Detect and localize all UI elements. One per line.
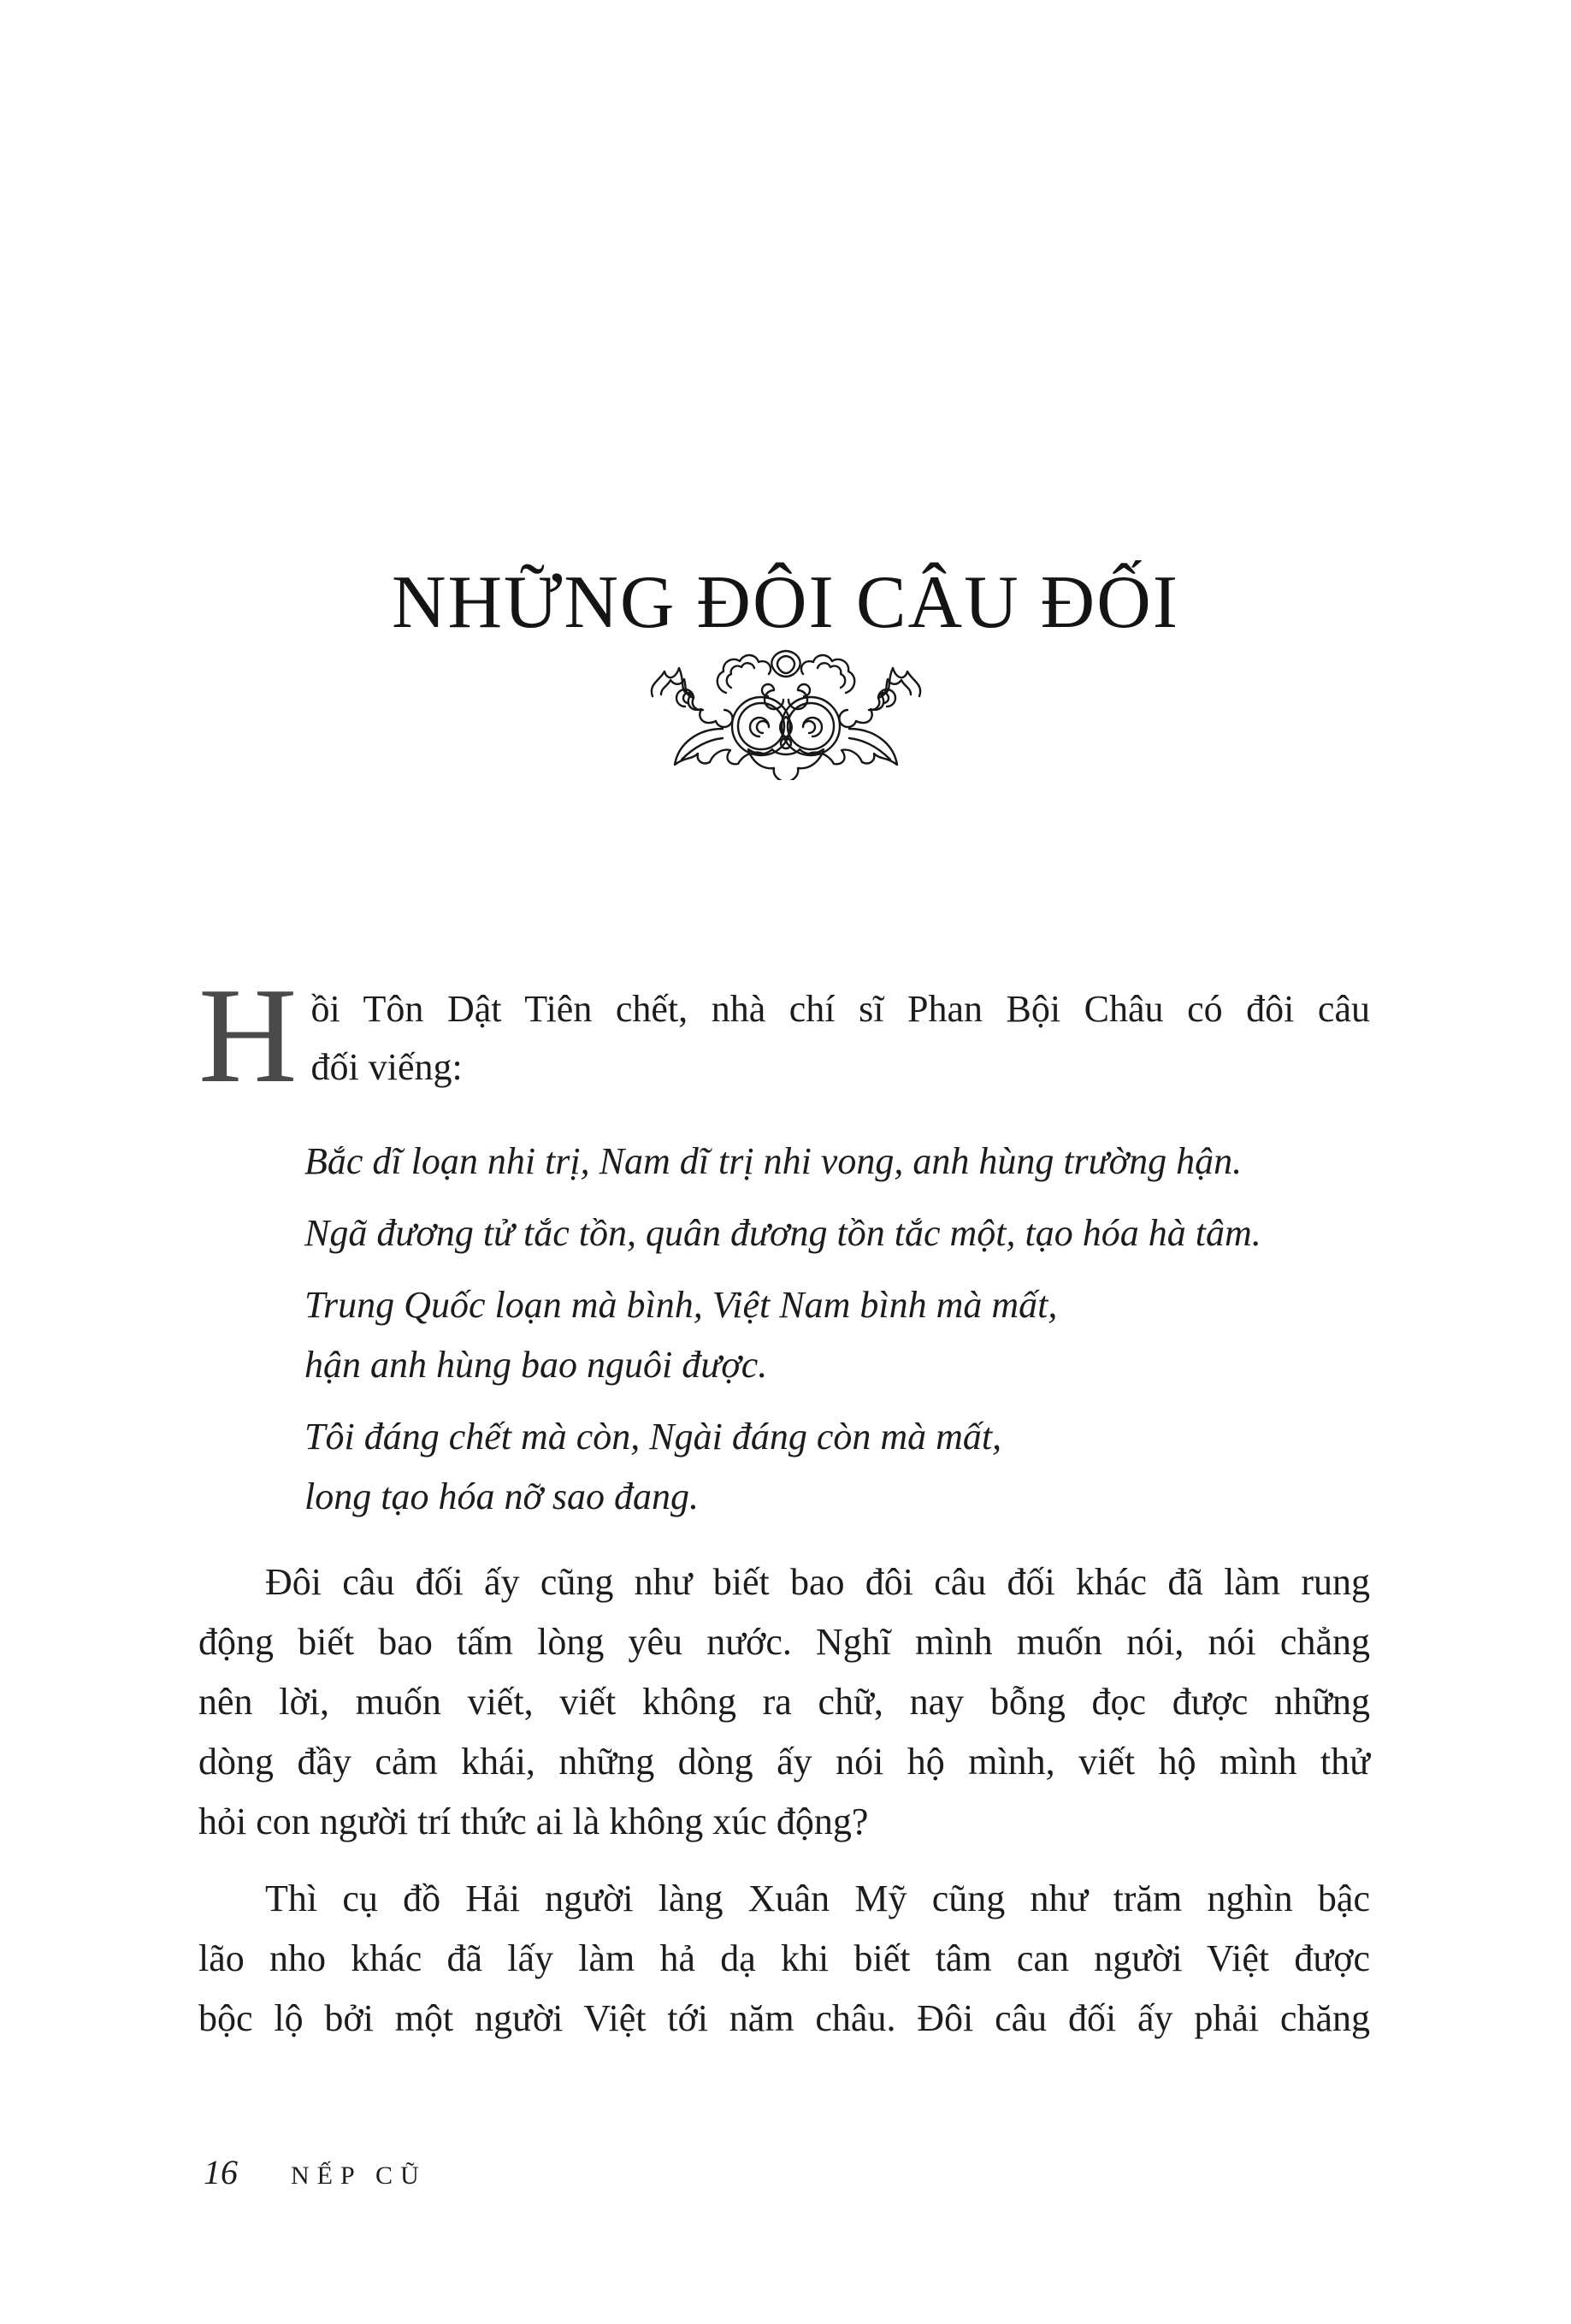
floral-crown-ornament-icon xyxy=(638,643,933,780)
couplet-stanza xyxy=(304,1203,1370,1263)
page-footer xyxy=(204,2155,427,2197)
body-paragraph-line: lão nho khác đã lấy làm hả dạ khi biết tâm can người Việt được xyxy=(198,1937,1370,1979)
page-number: 16 xyxy=(204,2153,238,2191)
couplet-stanza xyxy=(304,1275,1370,1395)
body-paragraph xyxy=(198,1552,1370,1852)
body-paragraph-line: động biết bao tấm lòng yêu nước. Nghĩ mình muốn nói, nói chẳng xyxy=(198,1621,1370,1663)
body-paragraph-line: dòng đầy cảm khái, những dòng ấy nói hộ mình, viết hộ mình thử xyxy=(198,1741,1370,1783)
couplet-stanza xyxy=(304,1407,1370,1527)
opening-paragraph-line: đối viếng: xyxy=(310,1046,463,1088)
opening-paragraph-line: ồi Tôn Dật Tiên chết, nhà chí sĩ Phan Bội Châu có đôi câu xyxy=(310,988,1370,1030)
couplet-line: hận anh hùng bao nguôi được. xyxy=(304,1344,768,1386)
couplet-stanza xyxy=(304,1132,1370,1192)
body-paragraph-line: nên lời, muốn viết, viết không ra chữ, nay bỗng đọc được những xyxy=(198,1681,1370,1723)
couplet-line: Ngã đương tử tắc tồn, quân đương tồn tắc một, tạo hóa hà tâm. xyxy=(304,1212,1261,1254)
couplet-line: long tạo hóa nỡ sao đang. xyxy=(304,1475,700,1517)
body-paragraph-line: bộc lộ bởi một người Việt tới năm châu. Đôi câu đối ấy phải chăng xyxy=(198,1997,1370,2039)
couplet-line: Tôi đáng chết mà còn, Ngài đáng còn mà mất, xyxy=(304,1416,1002,1458)
body-paragraph-line: Thì cụ đồ Hải người làng Xuân Mỹ cũng như trăm nghìn bậc xyxy=(265,1878,1370,1919)
chapter-title: NHỮNG ĐÔI CÂU ĐỐI xyxy=(391,560,1180,644)
couplet-line: Trung Quốc loạn mà bình, Việt Nam bình mà mất, xyxy=(304,1284,1058,1326)
body-paragraph xyxy=(198,1869,1370,2049)
floral-crown-ornament xyxy=(638,643,933,780)
opening-paragraph xyxy=(198,959,1370,1111)
couplet-line: Bắc dĩ loạn nhi trị, Nam dĩ trị nhi vong, anh hùng trường hận. xyxy=(304,1140,1243,1182)
couplet-quote-block xyxy=(304,1132,1370,1527)
drop-cap-letter: H xyxy=(198,959,298,1111)
body-paragraph-line: Đôi câu đối ấy cũng như biết bao đôi câu đối khác đã làm rung xyxy=(265,1561,1370,1603)
running-title: NẾP CŨ xyxy=(291,2161,427,2190)
body-paragraph-line: hỏi con người trí thức ai là không xúc động? xyxy=(198,1801,869,1842)
